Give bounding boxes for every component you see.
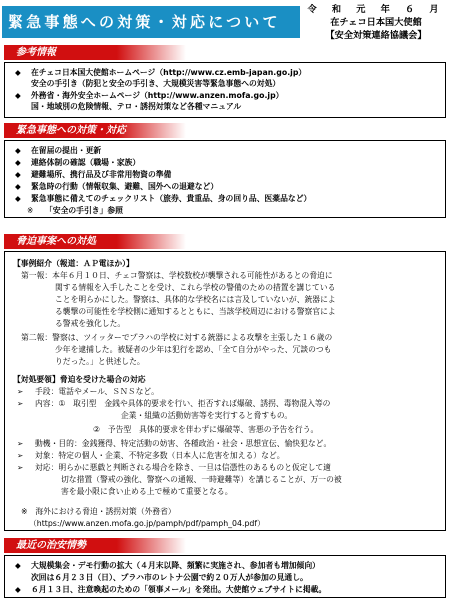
measures-title: 【対処要領】脅迫を受けた場合の対応 <box>13 375 146 384</box>
reference-note: ※ 海外における脅迫・誘拐対策（外務省） <box>21 507 176 516</box>
diamond-bullet-icon: ◆ <box>15 158 21 167</box>
reference-box <box>4 62 446 118</box>
case1-line: る警戒を強化した。 <box>55 319 126 328</box>
diamond-bullet-icon: ◆ <box>15 91 21 100</box>
emergency-box <box>4 140 446 218</box>
measure-text: 企業・組織の活動妨害等を実行すると脅すもの。 <box>121 411 293 420</box>
safety-guide-text: 安全の手引き（防犯と安全の手引き、大規模災害等緊急事態への対処） <box>31 79 281 88</box>
section-heading-emergency: 緊急事態への対策・対応 <box>4 123 186 138</box>
arrow-bullet-icon: ➢ <box>17 451 24 460</box>
case1-line: る襲撃の可能性を学校側に通知するとともに、当該学校周辺における警察官によ <box>55 307 336 316</box>
diamond-bullet-icon: ◆ <box>15 585 21 594</box>
measure-text: 害を最小限に食い止める上で極めて重要となる。 <box>61 487 233 496</box>
diamond-bullet-icon: ◆ <box>15 182 21 191</box>
case2-line: りだった。」と供述した。 <box>55 357 145 366</box>
arrow-bullet-icon: ➢ <box>17 399 24 408</box>
list-item-text: 「安全の手引き」参照 <box>45 206 123 215</box>
issue-date: 令 和 元 年 ６ 月 <box>307 4 445 15</box>
case1-line: 第一報：本年６月１０日、チェコ警察は、学校数校が襲撃される可能性があるとの脅迫に <box>21 271 333 280</box>
embassy-name: 在チェコ日本国大使館 <box>330 17 422 28</box>
measure-text: ② 予告型 具体的要求を伴わずに爆破等、害悪の予告を行う。 <box>93 425 319 434</box>
arrow-bullet-icon: ➢ <box>17 463 24 472</box>
threat-box <box>4 251 446 531</box>
country-risk-text: 国・地域別の危険情報、テロ・誘拐対策など各種マニュアル <box>31 102 242 111</box>
council-name: 【安全対策連絡協議会】 <box>325 30 427 41</box>
page-header <box>0 0 450 44</box>
case-title: 【事例紹介（報道：ＡＰ電ほか）】 <box>13 259 134 268</box>
list-item-text: 次回は６月２３日（日）、プラハ市のレトナ公園で約２０万人が参加の見通し。 <box>31 573 308 582</box>
diamond-bullet-icon: ◆ <box>15 194 21 203</box>
measure-text: 手段：電話やメール、ＳＮＳなど。 <box>35 387 159 396</box>
diamond-bullet-icon: ◆ <box>15 68 21 77</box>
case1-line: ことを明らかにした。警察は、具体的な学校名には言及していないが、銃器によ <box>55 295 336 304</box>
embassy-homepage-link[interactable]: 在チェコ日本国大使館ホームページ（http://www.cz.emb-japan.go.jp） <box>31 68 307 77</box>
security-box <box>4 555 446 598</box>
diamond-bullet-icon: ◆ <box>15 561 21 570</box>
list-item-text: ６月１３日、注意喚起のための「領事メール」を発出。大使館ウェブサイトに掲載。 <box>31 585 327 594</box>
list-item-text: 緊急事態に備えてのチェックリスト（旅券、貴重品、身の回り品、医薬品など） <box>31 194 312 203</box>
pamphlet-link[interactable]: （https://www.anzen.mofa.go.jp/pamph/pdf/pamph_04.pdf） <box>29 519 265 528</box>
measure-text: 対応：明らかに悪戯と判断される場合を除き、一旦は信憑性のあるものと仮定して適 <box>35 463 331 472</box>
list-item-text: 避難場所、携行品及び非常用物資の準備 <box>31 170 172 179</box>
case2-line: 第二報：警察は、ツイッターでプラハの学校に対する銃器による攻撃を主張した１６歳の <box>21 333 333 342</box>
case1-line: 関する情報を入手したことを受け、これら学校の警備のための措置を講じている <box>55 283 336 292</box>
page-title: 緊急事態への対策・対応について <box>2 6 300 38</box>
section-heading-reference: 参考情報 <box>4 45 186 60</box>
note-mark-icon: ※ <box>27 206 34 215</box>
list-item-text: 緊急時の行動（情報収集、避難、国外への退避など） <box>31 182 219 191</box>
case2-line: 少年を逮捕した。被疑者の少年は犯行を認め、「全て自分がやった、冗談のつも <box>55 345 332 354</box>
measure-text: 動機・目的：金銭獲得、特定活動の妨害、各種政治・社会・思想宣伝、愉快犯など。 <box>35 439 332 448</box>
list-item-text: 在留届の提出・更新 <box>31 146 102 155</box>
arrow-bullet-icon: ➢ <box>17 439 24 448</box>
section-heading-security: 最近の治安情勢 <box>4 538 186 553</box>
section-heading-threat: 脅迫事案への対処 <box>4 234 186 249</box>
diamond-bullet-icon: ◆ <box>15 170 21 179</box>
organization-block <box>304 3 448 42</box>
list-item-text: 大規模集会・デモ行動の拡大（４月末以降、頻繁に実施され、参加者も増加傾向） <box>31 561 320 570</box>
list-item-text: 連絡体制の確認（職場・家族） <box>31 158 141 167</box>
measure-text: 切な措置（警戒の強化、警察への通報、一時避難等）を講じることが、万一の被 <box>61 475 342 484</box>
arrow-bullet-icon: ➢ <box>17 387 24 396</box>
measure-text: 内容：① 取引型 金銭や具体的要求を行い、拒否すれば爆破、誘拐、毒物混入等の <box>35 399 331 408</box>
diamond-bullet-icon: ◆ <box>15 146 21 155</box>
mofa-safety-link[interactable]: 外務省・海外安全ホームページ（http://www.anzen.mofa.go.jp） <box>31 91 284 100</box>
measure-text: 対象：特定の個人・企業、不特定多数（日本人に危害を加える）など。 <box>35 451 285 460</box>
